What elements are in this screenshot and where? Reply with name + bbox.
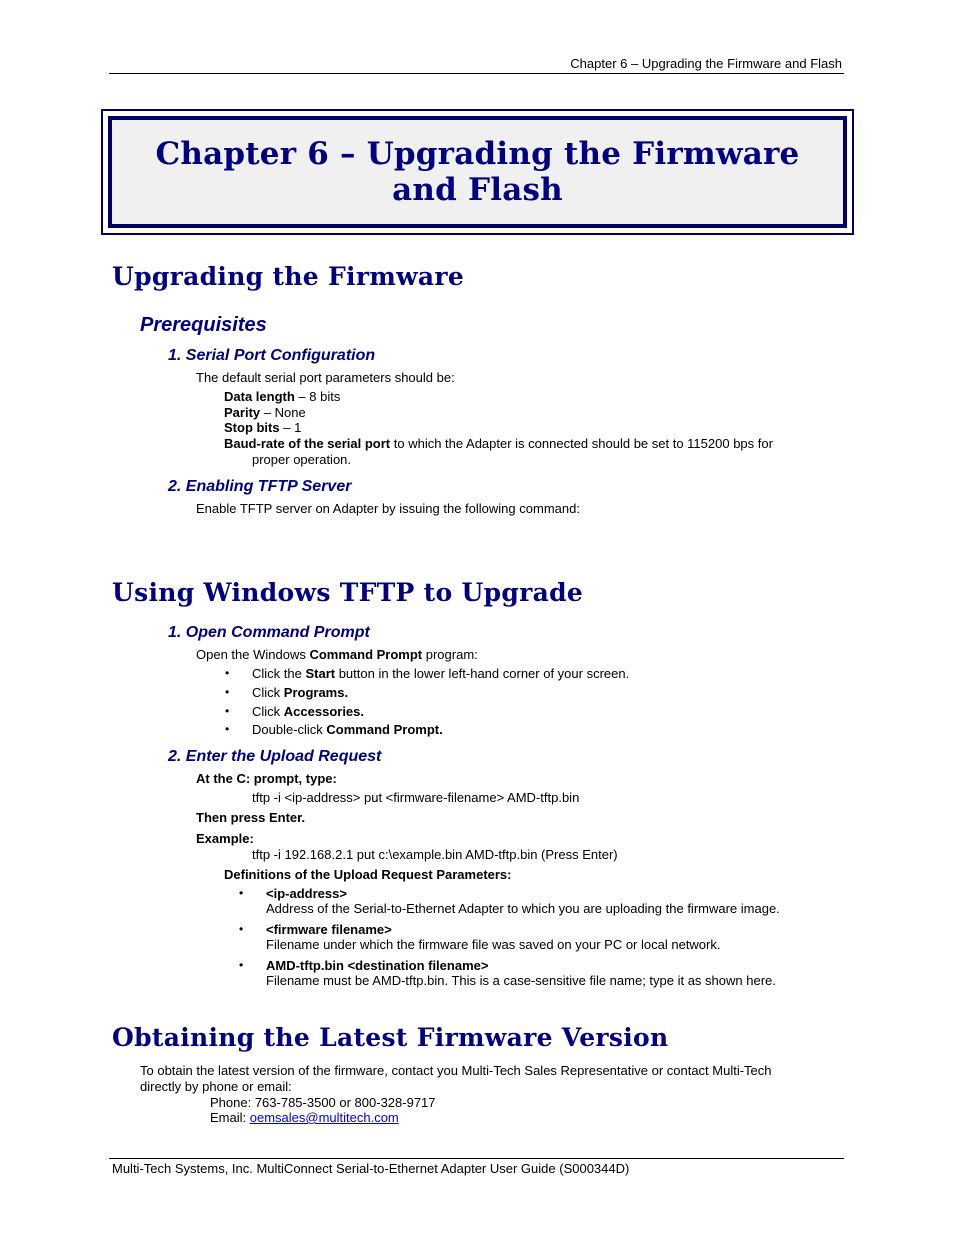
- section-heading-windows-tftp: Using Windows TFTP to Upgrade: [112, 578, 584, 607]
- step-heading-serial-port: 1. Serial Port Configuration: [168, 347, 376, 364]
- bullet-icon: •: [225, 722, 230, 736]
- def-term: <ip-address>: [266, 886, 347, 901]
- param-stop-bits: Stop bits – 1: [224, 420, 302, 435]
- param-parity: Parity – None: [224, 405, 306, 420]
- chapter-title: Chapter 6 – Upgrading the Firmware and Flash: [155, 136, 800, 208]
- def-desc: Filename must be AMD-tftp.bin. This is a case-sensitive file name; type it as shown here.: [266, 973, 776, 988]
- def-desc: Address of the Serial-to-Ethernet Adapter to which you are uploading the firmware image.: [266, 901, 780, 916]
- footer-text: Multi-Tech Systems, Inc. MultiConnect Serial-to-Ethernet Adapter User Guide (S000344D): [112, 1161, 630, 1176]
- section-heading-upgrading-firmware: Upgrading the Firmware: [112, 262, 465, 291]
- serial-intro: The default serial port parameters should be:: [196, 370, 455, 385]
- tftp-enable-text: Enable TFTP server on Adapter by issuing the following command:: [196, 501, 580, 516]
- definitions-title: Definitions of the Upload Request Parameters:: [224, 867, 512, 882]
- bullet-icon: •: [225, 704, 230, 718]
- example-command: tftp -i 192.168.2.1 put c:\example.bin AMD-tftp.bin (Press Enter): [252, 847, 618, 862]
- tftp-command: tftp -i <ip-address> put <firmware-filename> AMD-tftp.bin: [252, 790, 580, 805]
- contact-email: Email: oemsales@multitech.com: [210, 1110, 399, 1125]
- latest-firmware-para-line2: directly by phone or email:: [140, 1079, 292, 1094]
- def-term: <firmware filename>: [266, 922, 392, 937]
- latest-firmware-para-line1: To obtain the latest version of the firmware, contact you Multi-Tech Sales Representative or contact Multi-Tech: [140, 1063, 772, 1078]
- chapter-title-box: [101, 109, 854, 235]
- list-item: Double-click Command Prompt.: [252, 722, 443, 737]
- subheading-prerequisites: Prerequisites: [140, 314, 267, 336]
- bullet-icon: •: [225, 666, 230, 680]
- command-prompt-intro: Open the Windows Command Prompt program:: [196, 647, 478, 662]
- def-term: AMD-tftp.bin <destination filename>: [266, 958, 489, 973]
- email-link[interactable]: oemsales@multitech.com: [249, 1110, 399, 1125]
- bullet-icon: •: [239, 922, 244, 936]
- contact-phone: Phone: 763-785-3500 or 800-328-9717: [210, 1095, 436, 1110]
- bullet-icon: •: [225, 685, 230, 699]
- list-item: Click Accessories.: [252, 704, 365, 719]
- step-heading-upload-request: 2. Enter the Upload Request: [168, 748, 382, 765]
- step-heading-open-command-prompt: 1. Open Command Prompt: [168, 624, 370, 641]
- param-data-length: Data length – 8 bits: [224, 389, 341, 404]
- param-baud-rate: Baud-rate of the serial port to which the Adapter is connected should be set to 115200 bps for: [224, 436, 773, 451]
- list-item: Click the Start button in the lower left-hand corner of your screen.: [252, 666, 630, 681]
- step-heading-enabling-tftp: 2. Enabling TFTP Server: [168, 478, 352, 495]
- running-header: Chapter 6 – Upgrading the Firmware and Flash: [570, 56, 842, 71]
- then-press-enter: Then press Enter.: [196, 810, 306, 825]
- def-desc: Filename under which the firmware file was saved on your PC or local network.: [266, 937, 721, 952]
- at-prompt-label: At the C: prompt, type:: [196, 771, 337, 786]
- footer-rule: [109, 1158, 844, 1159]
- bullet-icon: •: [239, 886, 244, 900]
- section-heading-latest-firmware: Obtaining the Latest Firmware Version: [112, 1023, 669, 1052]
- example-label: Example:: [196, 831, 254, 846]
- list-item: Click Programs.: [252, 685, 349, 700]
- header-rule: [109, 73, 844, 74]
- bullet-icon: •: [239, 958, 244, 972]
- param-baud-rate-cont: proper operation.: [252, 452, 352, 467]
